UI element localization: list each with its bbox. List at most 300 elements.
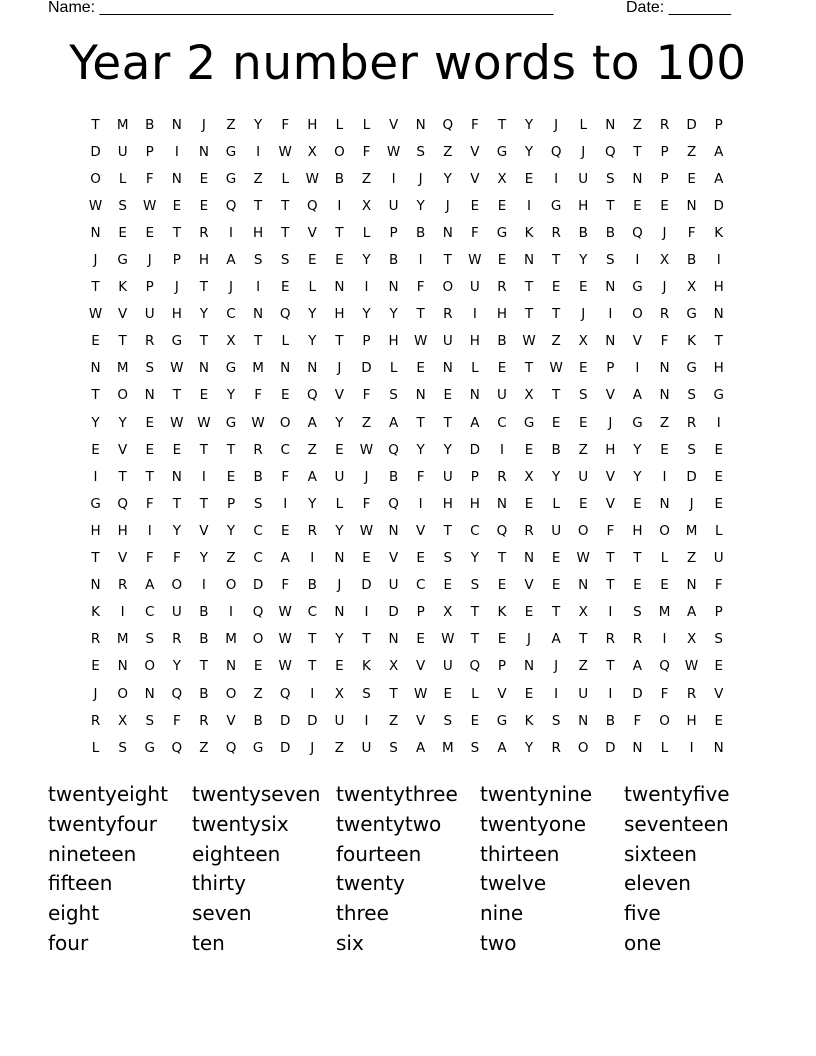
grid-letter[interactable]: E [172,197,182,214]
grid-letter[interactable]: E [524,685,534,702]
grid-letter[interactable]: J [581,306,586,323]
grid-letter[interactable]: B [253,468,263,485]
grid-letter[interactable]: N [90,224,101,241]
grid-letter[interactable]: O [117,387,128,404]
grid-letter[interactable]: H [253,224,264,241]
grid-letter[interactable]: E [578,360,588,377]
grid-letter[interactable]: R [117,577,128,594]
grid-letter[interactable]: J [662,224,667,241]
grid-letter[interactable]: V [470,143,480,160]
grid-letter[interactable]: F [281,116,290,133]
grid-letter[interactable]: Q [306,197,318,214]
grid-letter[interactable]: X [361,197,372,214]
grid-letter[interactable]: I [716,414,721,431]
grid-letter[interactable]: T [91,550,100,567]
grid-letter[interactable]: N [605,116,616,133]
grid-letter[interactable]: B [605,712,615,729]
grid-letter[interactable]: T [416,306,425,323]
grid-letter[interactable]: O [577,739,589,756]
grid-letter[interactable]: N [171,116,182,133]
grid-letter[interactable]: R [686,414,697,431]
grid-letter[interactable]: W [549,360,563,377]
grid-letter[interactable]: Y [416,197,425,214]
grid-letter[interactable]: P [497,658,507,675]
grid-letter[interactable]: B [686,252,697,269]
grid-letter[interactable]: N [198,360,209,377]
grid-letter[interactable]: E [578,279,588,296]
grid-letter[interactable]: L [362,224,371,241]
grid-letter[interactable]: N [307,360,318,377]
grid-letter[interactable]: O [225,577,237,594]
grid-letter[interactable]: O [144,658,156,675]
grid-letter[interactable]: N [144,685,155,702]
grid-letter[interactable]: E [578,495,588,512]
grid-letter[interactable]: N [388,522,399,539]
grid-letter[interactable]: Z [226,116,236,133]
grid-letter[interactable]: F [470,224,479,241]
grid-letter[interactable]: Y [443,170,452,187]
grid-letter[interactable]: E [362,550,371,567]
grid-letter[interactable]: Z [253,685,263,702]
grid-letter[interactable]: Q [469,658,481,675]
grid-letter[interactable]: E [416,550,425,567]
grid-letter[interactable]: U [578,468,589,485]
grid-letter[interactable]: V [714,685,724,702]
grid-letter[interactable]: I [527,197,532,214]
grid-letter[interactable]: F [145,495,154,512]
grid-letter[interactable]: N [117,658,128,675]
grid-letter[interactable]: H [713,279,724,296]
grid-letter[interactable]: R [90,631,101,648]
grid-letter[interactable]: R [172,631,182,648]
grid-letter[interactable]: W [278,143,292,160]
grid-letter[interactable]: A [470,414,480,431]
grid-letter[interactable]: I [256,279,261,296]
grid-letter[interactable]: D [469,441,481,458]
grid-letter[interactable]: B [497,333,507,350]
grid-letter[interactable]: I [174,143,179,160]
grid-letter[interactable]: T [281,197,290,214]
grid-letter[interactable]: U [713,550,724,567]
grid-letter[interactable]: V [416,712,426,729]
grid-letter[interactable]: T [91,279,100,296]
grid-letter[interactable]: F [362,387,371,404]
grid-letter[interactable]: H [578,197,589,214]
grid-letter[interactable]: R [253,441,263,458]
grid-letter[interactable]: F [172,712,181,729]
grid-letter[interactable]: O [632,306,643,323]
grid-letter[interactable]: Q [171,685,183,702]
grid-letter[interactable]: V [226,712,236,729]
grid-letter[interactable]: U [117,143,128,160]
grid-letter[interactable]: Y [552,468,561,485]
grid-letter[interactable]: L [91,739,100,756]
grid-letter[interactable]: M [116,116,129,133]
grid-letter[interactable]: F [172,550,181,567]
grid-letter[interactable]: N [90,577,101,594]
grid-letter[interactable]: E [253,658,263,675]
grid-letter[interactable]: F [633,712,642,729]
grid-letter[interactable]: F [660,685,669,702]
grid-letter[interactable]: B [416,224,426,241]
grid-letter[interactable]: Z [361,414,372,431]
grid-letter[interactable]: I [554,685,559,702]
grid-letter[interactable]: U [442,468,453,485]
grid-letter[interactable]: T [497,550,507,567]
grid-letter[interactable]: S [362,685,371,702]
grid-letter[interactable]: T [606,197,615,214]
grid-letter[interactable]: W [684,658,699,675]
grid-letter[interactable]: T [145,468,154,485]
grid-letter[interactable]: W [441,631,455,648]
grid-letter[interactable]: T [443,522,452,539]
grid-letter[interactable]: E [91,658,100,675]
grid-letter[interactable]: I [608,306,613,323]
grid-letter[interactable]: Y [524,143,534,160]
grid-letter[interactable]: E [335,658,344,675]
grid-letter[interactable]: W [413,333,428,350]
grid-letter[interactable]: J [418,170,423,187]
grid-letter[interactable]: G [225,170,237,187]
grid-letter[interactable]: Y [172,658,181,675]
grid-letter[interactable]: O [659,712,670,729]
grid-letter[interactable]: I [310,550,315,567]
grid-letter[interactable]: Y [362,306,371,323]
grid-letter[interactable]: E [524,604,534,621]
grid-letter[interactable]: X [118,712,128,729]
grid-letter[interactable]: T [308,658,317,675]
grid-letter[interactable]: W [522,333,536,350]
grid-letter[interactable]: I [472,306,477,323]
grid-letter[interactable]: N [334,550,345,567]
grid-letter[interactable]: E [470,712,480,729]
grid-letter[interactable]: L [714,522,723,539]
grid-letter[interactable]: W [413,685,428,702]
grid-letter[interactable]: B [253,712,263,729]
grid-letter[interactable]: Y [172,522,181,539]
grid-letter[interactable]: S [470,739,480,756]
grid-letter[interactable]: E [633,197,642,214]
grid-letter[interactable]: N [632,170,643,187]
grid-letter[interactable]: J [689,495,694,512]
grid-letter[interactable]: E [443,577,453,594]
grid-letter[interactable]: T [91,387,100,404]
grid-letter[interactable]: O [171,577,183,594]
grid-letter[interactable]: Q [279,685,291,702]
grid-letter[interactable]: G [496,224,508,241]
grid-letter[interactable]: Y [199,550,209,567]
grid-letter[interactable]: Y [524,739,534,756]
grid-letter[interactable]: Y [226,387,236,404]
grid-letter[interactable]: Q [117,495,128,512]
grid-letter[interactable]: T [172,387,181,404]
grid-letter[interactable]: Y [118,414,127,431]
grid-letter[interactable]: V [416,658,426,675]
grid-letter[interactable]: S [389,387,398,404]
grid-letter[interactable]: V [307,224,317,241]
grid-letter[interactable]: H [442,495,453,512]
grid-letter[interactable]: M [225,631,237,648]
grid-letter[interactable]: I [418,495,423,512]
grid-letter[interactable]: V [605,468,615,485]
grid-letter[interactable]: I [662,468,667,485]
grid-letter[interactable]: T [714,333,723,350]
grid-letter[interactable]: B [199,631,209,648]
grid-letter[interactable]: H [334,306,345,323]
grid-letter[interactable]: I [364,712,369,729]
grid-letter[interactable]: V [470,170,480,187]
grid-letter[interactable]: N [713,306,724,323]
grid-letter[interactable]: J [337,360,342,377]
grid-letter[interactable]: U [388,577,399,594]
grid-letter[interactable]: E [443,387,453,404]
grid-letter[interactable]: W [468,252,482,269]
grid-letter[interactable]: Q [632,224,643,241]
grid-letter[interactable]: B [578,224,588,241]
grid-letter[interactable]: Z [686,143,697,160]
grid-letter[interactable]: J [364,468,369,485]
grid-letter[interactable]: I [635,252,640,269]
grid-letter[interactable]: S [118,739,127,756]
grid-letter[interactable]: E [308,252,317,269]
grid-letter[interactable]: Z [659,414,670,431]
grid-letter[interactable]: N [415,387,426,404]
grid-letter[interactable]: V [388,550,399,567]
grid-letter[interactable]: I [229,224,233,241]
grid-letter[interactable]: D [307,712,318,729]
grid-letter[interactable]: H [632,522,643,539]
grid-letter[interactable]: Y [470,550,479,567]
grid-letter[interactable]: K [524,224,534,241]
grid-letter[interactable]: X [226,333,236,350]
grid-letter[interactable]: S [416,143,425,160]
grid-letter[interactable]: J [174,279,179,296]
grid-letter[interactable]: L [281,333,289,350]
grid-letter[interactable]: Q [442,116,454,133]
grid-letter[interactable]: H [686,712,697,729]
grid-letter[interactable]: Y [524,116,534,133]
grid-letter[interactable]: U [442,658,453,675]
grid-letter[interactable]: E [91,441,100,458]
grid-letter[interactable]: T [335,224,344,241]
grid-letter[interactable]: B [145,116,155,133]
grid-letter[interactable]: N [605,279,616,296]
grid-letter[interactable]: F [362,495,371,512]
grid-letter[interactable]: G [144,739,155,756]
grid-letter[interactable]: B [388,468,399,485]
grid-letter[interactable]: Z [388,712,399,729]
grid-letter[interactable]: E [551,279,561,296]
grid-letter[interactable]: S [714,631,723,648]
grid-letter[interactable]: X [686,279,697,296]
grid-letter[interactable]: D [686,116,697,133]
grid-letter[interactable]: A [714,143,724,160]
grid-letter[interactable]: N [659,360,670,377]
grid-letter[interactable]: E [226,468,236,485]
grid-letter[interactable]: T [199,279,209,296]
grid-letter[interactable]: C [307,604,318,621]
grid-letter[interactable]: I [120,604,125,621]
grid-letter[interactable]: R [659,306,670,323]
grid-letter[interactable]: X [307,143,317,160]
grid-letter[interactable]: M [116,360,129,377]
grid-letter[interactable]: P [660,170,669,187]
grid-letter[interactable]: N [442,224,453,241]
grid-letter[interactable]: L [308,279,317,296]
grid-letter[interactable]: R [199,712,209,729]
grid-letter[interactable]: J [554,658,559,675]
grid-letter[interactable]: F [254,387,262,404]
grid-letter[interactable]: T [633,550,642,567]
grid-letter[interactable]: U [551,522,562,539]
grid-letter[interactable]: Z [334,739,345,756]
grid-letter[interactable]: R [551,224,561,241]
grid-letter[interactable]: R [145,333,155,350]
grid-letter[interactable]: T [199,441,209,458]
grid-letter[interactable]: V [118,550,128,567]
grid-letter[interactable]: T [552,387,561,404]
grid-letter[interactable]: M [685,522,698,539]
grid-letter[interactable]: E [714,495,723,512]
grid-letter[interactable]: O [90,170,101,187]
grid-letter[interactable]: L [362,116,371,133]
grid-letter[interactable]: G [713,387,724,404]
grid-letter[interactable]: W [170,360,184,377]
grid-letter[interactable]: A [632,658,643,675]
grid-letter[interactable]: Z [551,333,561,350]
grid-letter[interactable]: S [443,550,453,567]
grid-letter[interactable]: S [687,387,696,404]
grid-letter[interactable]: Z [686,550,697,567]
grid-letter[interactable]: Z [361,170,372,187]
grid-letter[interactable]: N [442,360,453,377]
grid-letter[interactable]: I [391,170,396,187]
grid-letter[interactable]: T [253,333,263,350]
grid-letter[interactable]: N [280,360,291,377]
grid-letter[interactable]: J [310,739,315,756]
grid-letter[interactable]: L [281,170,289,187]
grid-letter[interactable]: A [145,577,155,594]
grid-letter[interactable]: T [199,495,209,512]
grid-letter[interactable]: Q [171,739,183,756]
grid-letter[interactable]: W [251,414,265,431]
grid-letter[interactable]: I [201,577,206,594]
grid-letter[interactable]: I [662,631,667,648]
grid-letter[interactable]: I [364,279,369,296]
grid-letter[interactable]: G [523,414,535,431]
grid-letter[interactable]: E [416,360,425,377]
grid-letter[interactable]: N [578,577,589,594]
grid-letter[interactable]: A [307,414,317,431]
grid-letter[interactable]: D [361,360,372,377]
grid-letter[interactable]: R [551,739,561,756]
grid-letter[interactable]: T [416,414,425,431]
grid-letter[interactable]: U [334,712,345,729]
grid-letter[interactable]: Z [578,658,588,675]
grid-letter[interactable]: T [199,658,209,675]
grid-letter[interactable]: X [578,604,588,621]
grid-letter[interactable]: Q [659,658,670,675]
grid-letter[interactable]: T [362,631,371,648]
grid-letter[interactable]: E [443,685,453,702]
grid-letter[interactable]: T [579,631,588,648]
grid-letter[interactable]: T [172,495,181,512]
grid-letter[interactable]: F [416,279,425,296]
grid-letter[interactable]: L [660,739,669,756]
grid-letter[interactable]: T [470,604,479,621]
grid-letter[interactable]: T [281,224,290,241]
grid-letter[interactable]: J [147,252,152,269]
grid-letter[interactable]: S [145,712,155,729]
grid-letter[interactable]: H [713,360,724,377]
grid-letter[interactable]: S [389,739,398,756]
grid-letter[interactable]: T [524,360,534,377]
grid-letter[interactable]: U [497,387,507,404]
grid-letter[interactable]: C [145,604,155,621]
grid-letter[interactable]: F [714,577,723,594]
grid-letter[interactable]: T [443,252,452,269]
grid-letter[interactable]: I [608,604,613,621]
grid-letter[interactable]: T [470,631,479,648]
grid-letter[interactable]: F [606,522,615,539]
grid-letter[interactable]: N [334,604,345,621]
grid-letter[interactable]: H [171,306,182,323]
grid-letter[interactable]: Y [335,631,344,648]
grid-letter[interactable]: W [278,604,292,621]
grid-letter[interactable]: A [686,604,697,621]
grid-letter[interactable]: F [145,170,154,187]
grid-letter[interactable]: P [714,604,723,621]
grid-letter[interactable]: A [226,252,236,269]
grid-letter[interactable]: N [388,279,399,296]
grid-letter[interactable]: D [361,577,372,594]
grid-letter[interactable]: A [497,739,507,756]
grid-letter[interactable]: A [632,387,643,404]
grid-letter[interactable]: X [524,468,534,485]
grid-letter[interactable]: H [469,333,480,350]
grid-letter[interactable]: N [686,577,697,594]
grid-letter[interactable]: J [662,279,667,296]
grid-letter[interactable]: W [143,197,157,214]
grid-letter[interactable]: N [388,631,399,648]
grid-letter[interactable]: G [632,414,643,431]
grid-letter[interactable]: V [632,333,643,350]
grid-letter[interactable]: B [199,604,209,621]
grid-letter[interactable]: Q [279,306,291,323]
grid-letter[interactable]: C [226,306,236,323]
grid-letter[interactable]: I [418,252,423,269]
grid-letter[interactable]: A [416,739,426,756]
grid-letter[interactable]: H [388,333,399,350]
grid-letter[interactable]: K [714,224,724,241]
grid-letter[interactable]: Z [632,116,643,133]
grid-letter[interactable]: J [337,577,342,594]
grid-letter[interactable]: H [90,522,101,539]
grid-letter[interactable]: O [442,279,454,296]
grid-letter[interactable]: T [552,604,561,621]
grid-letter[interactable]: N [496,495,507,512]
grid-letter[interactable]: L [660,550,669,567]
grid-letter[interactable]: F [281,468,290,485]
grid-letter[interactable]: Y [389,306,398,323]
grid-letter[interactable]: B [307,577,317,594]
grid-letter[interactable]: F [281,577,290,594]
grid-letter[interactable]: Z [443,143,453,160]
grid-letter[interactable]: M [658,604,671,621]
grid-letter[interactable]: M [252,360,264,377]
grid-letter[interactable]: E [145,224,154,241]
grid-letter[interactable]: E [660,197,669,214]
